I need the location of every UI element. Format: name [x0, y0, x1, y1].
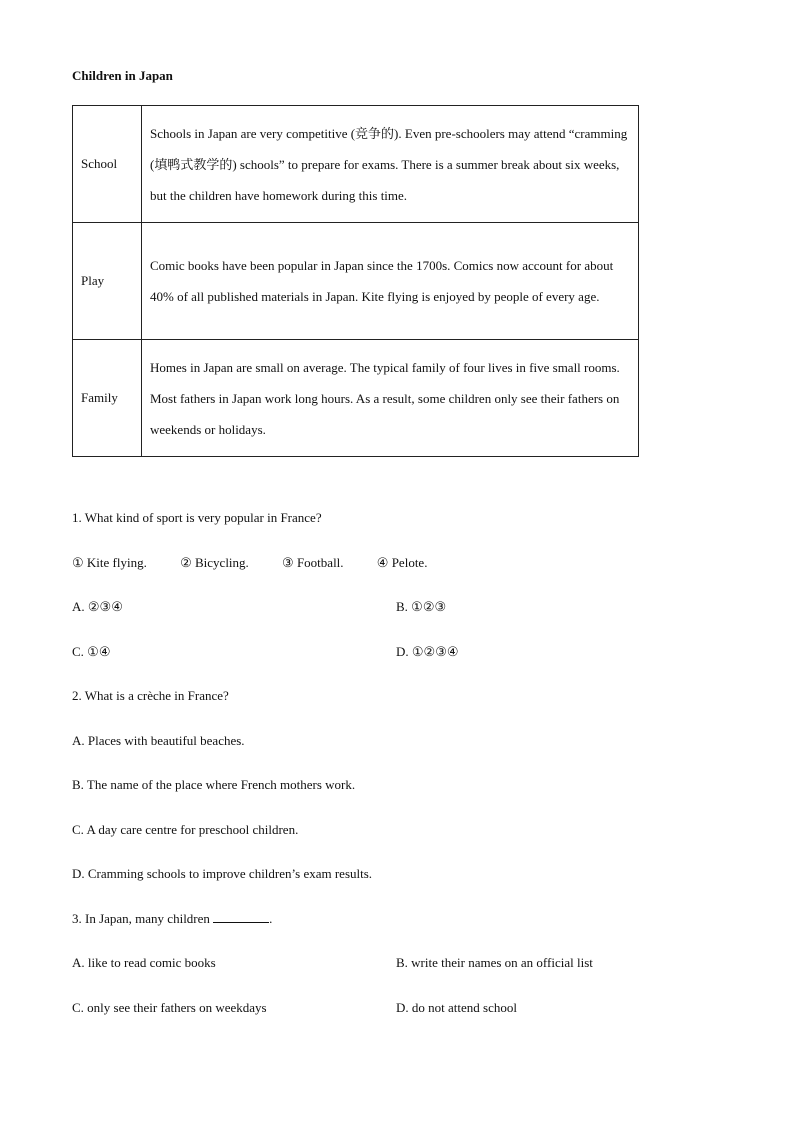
item-4: ④ Pelote. [376, 555, 428, 570]
row-label: Family [73, 340, 142, 457]
q3-option-c[interactable]: C. only see their fathers on weekdays [72, 1000, 267, 1015]
q1-option-a[interactable]: A. ②③④ [72, 599, 123, 614]
item-3: ③ Football. [282, 555, 344, 570]
q1-option-c[interactable]: C. ①④ [72, 644, 111, 659]
q2-option-d[interactable]: D. Cramming schools to improve children’s exam results. [72, 866, 373, 881]
table-row [73, 106, 639, 223]
question-1-stem: 1. What kind of sport is very popular in France? [72, 510, 322, 525]
row-text: Comic books have been popular in Japan since the 1700s. Comics now account for about 40% of all published materials in Japan. Kite flying is enjoyed by people of every age. [142, 223, 639, 340]
row-text: Homes in Japan are small on average. The typical family of four lives in five small rooms. Most fathers in Japan work long hours. As a result, some children only see their fathers on weekends or holidays. [142, 340, 639, 457]
stem-text: 3. In Japan, many children [72, 911, 210, 926]
question-2-stem: 2. What is a crèche in France? [72, 688, 229, 703]
q1-option-d[interactable]: D. ①②③④ [396, 644, 459, 659]
q3-option-a[interactable]: A. like to read comic books [72, 955, 216, 970]
q2-option-c[interactable]: C. A day care centre for preschool children. [72, 822, 299, 837]
question-1-items [72, 555, 427, 571]
q2-option-a[interactable]: A. Places with beautiful beaches. [72, 733, 245, 748]
table-row [73, 223, 639, 340]
question-3-stem [72, 911, 272, 927]
q2-option-b[interactable]: B. The name of the place where French mothers work. [72, 777, 356, 792]
item-2: ② Bicycling. [180, 555, 249, 570]
row-text: Schools in Japan are very competitive (竞争的). Even pre-schoolers may attend “cramming (填鸭式教学的) schools” to prepare for exams. There is a summer break about six weeks, but the children have homework during this time. [142, 106, 639, 223]
info-table [72, 105, 639, 457]
row-label: School [73, 106, 142, 223]
stem-end: . [269, 911, 273, 926]
q1-option-b[interactable]: B. ①②③ [396, 599, 447, 614]
item-1: ① Kite flying. [72, 555, 147, 570]
table-row [73, 340, 639, 457]
answer-blank [213, 911, 269, 923]
row-label: Play [73, 223, 142, 340]
q3-option-d[interactable]: D. do not attend school [396, 1000, 517, 1015]
page-title: Children in Japan [72, 68, 173, 83]
q3-option-b[interactable]: B. write their names on an official list [396, 955, 593, 970]
